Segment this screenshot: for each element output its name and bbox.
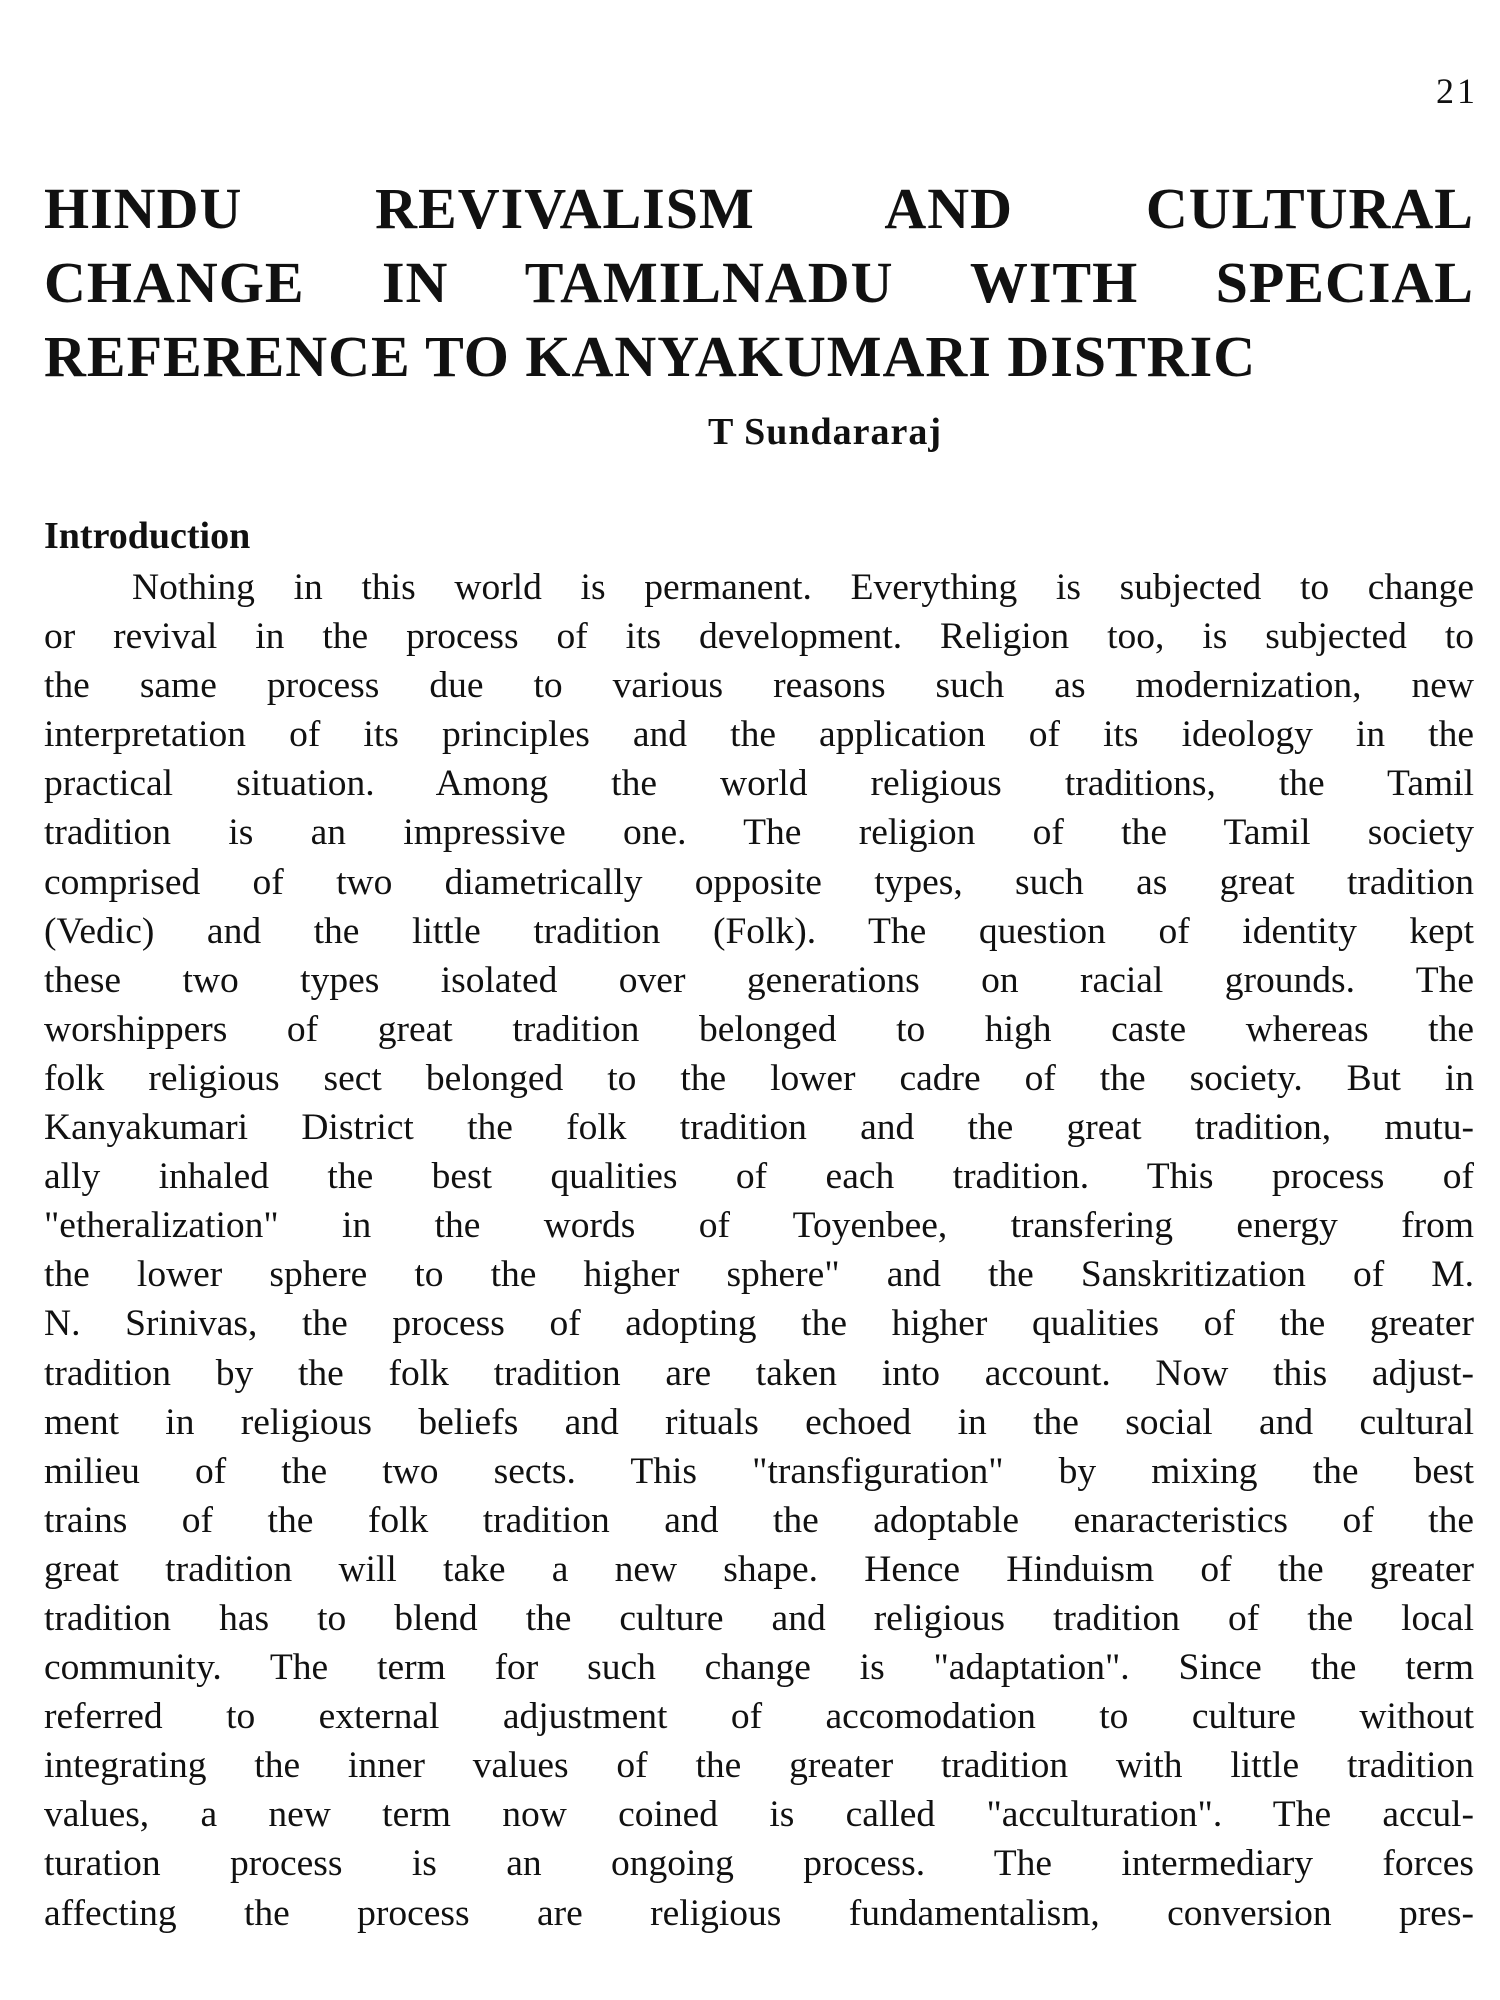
body-line: Kanyakumari District the folk tradition and the great tradition, mutu-: [44, 1107, 1474, 1149]
title-line: HINDU REVIVALISM AND CULTURAL: [44, 176, 1474, 241]
body-line: folk religious sect belonged to the lower cadre of the society. But in: [44, 1057, 1474, 1099]
body-line: Nothing in this world is permanent. Everything is subjected to change: [132, 567, 1474, 608]
article-title: [44, 172, 1474, 394]
page-number: 21: [1436, 71, 1478, 111]
body-line: community. The term for such change is "adaptation". Since the term: [44, 1647, 1474, 1689]
body-line: tradition is an impressive one. The religion of the Tamil society: [44, 812, 1474, 854]
body-line: values, a new term now coined is called "acculturation". The accul-: [44, 1794, 1474, 1836]
body-line: practical situation. Among the world religious traditions, the Tamil: [44, 763, 1474, 805]
body-line: "etheralization" in the words of Toyenbee, transfering energy from: [44, 1205, 1474, 1247]
body-line: the same process due to various reasons such as modernization, new: [44, 665, 1474, 707]
body-line: (Vedic) and the little tradition (Folk). The question of identity kept: [44, 910, 1474, 952]
author-name: T Sundararaj: [707, 411, 943, 453]
body-line: tradition has to blend the culture and religious tradition of the local: [44, 1597, 1474, 1639]
body-line: integrating the inner values of the greater tradition with little tradition: [44, 1745, 1474, 1787]
body-line: N. Srinivas, the process of adopting the higher qualities of the greater: [44, 1303, 1474, 1345]
body-line: worshippers of great tradition belonged to high caste whereas the: [44, 1008, 1474, 1050]
title-line: CHANGE IN TAMILNADU WITH SPECIAL: [44, 250, 1474, 315]
title-line: REFERENCE TO KANYAKUMARI DISTRIC: [44, 324, 1257, 389]
body-line: these two types isolated over generations on racial grounds. The: [44, 959, 1474, 1001]
body-line: interpretation of its principles and the application of its ideology in the: [44, 714, 1474, 756]
body-paragraph: [44, 563, 1474, 1938]
section-heading: Introduction: [44, 515, 251, 557]
body-line: turation process is an ongoing process. The intermediary forces: [44, 1843, 1474, 1885]
body-line: ally inhaled the best qualities of each tradition. This process of: [44, 1156, 1474, 1198]
body-line: referred to external adjustment of accomodation to culture without: [44, 1696, 1474, 1738]
body-line: ment in religious beliefs and rituals echoed in the social and cultural: [44, 1401, 1474, 1443]
body-line: affecting the process are religious fundamentalism, conversion pres-: [44, 1892, 1474, 1934]
body-line: comprised of two diametrically opposite types, such as great tradition: [44, 861, 1474, 903]
body-line: the lower sphere to the higher sphere" and the Sanskritization of M.: [44, 1254, 1474, 1296]
body-line: tradition by the folk tradition are taken into account. Now this adjust-: [44, 1352, 1474, 1394]
body-line: milieu of the two sects. This "transfiguration" by mixing the best: [44, 1450, 1474, 1492]
body-line: trains of the folk tradition and the adoptable enaracteristics of the: [44, 1499, 1474, 1541]
body-line: great tradition will take a new shape. Hence Hinduism of the greater: [44, 1548, 1474, 1590]
body-line: or revival in the process of its development. Religion too, is subjected to: [44, 616, 1474, 658]
